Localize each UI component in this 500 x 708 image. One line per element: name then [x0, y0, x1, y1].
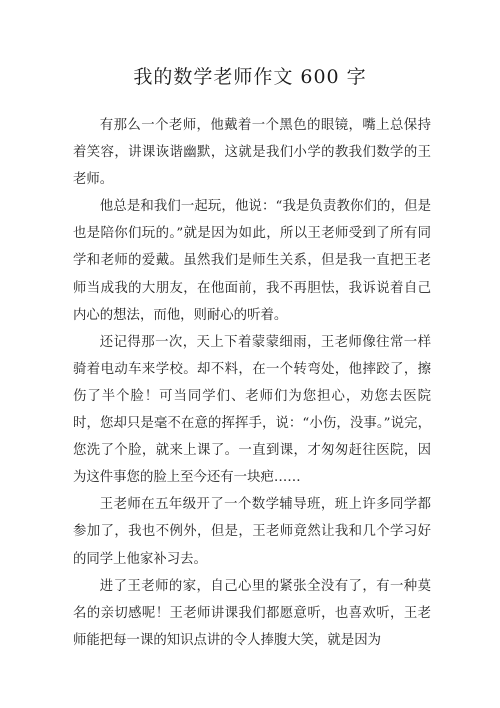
- paragraph: 他总是和我们一起玩，他说：“我是负责教你们的，但是也是陪你们玩的。”就是因为如此，所以王老师受到了所有同学和老师的爱戴。虽然我们是师生关系，但是我一直把王老师当成我的大朋友，在他面前，我不再胆怯，我诉说着自己内心的想法，而他，则耐心的听着。: [73, 199, 431, 323]
- paragraph: 还记得那一次，天上下着蒙蒙细雨，王老师像往常一样骑着电动车来学校。却不料，在一个转弯处，他摔跤了，擦伤了半个脸！可当同学们、老师们为您担心，劝您去医院时，您却只是毫不在意的挥挥手，说：“小伤，没事。”说完，您洗了个脸，就来上课了。一直到课，才匆匆赶往医院，因为这件事您的脸上至今还有一块疤……: [73, 334, 431, 486]
- paragraph: 进了王老师的家，自己心里的紧张全没有了，有一种莫名的亲切感呢！王老师讲课我们都愿意听，也喜欢听，王老师能把每一课的知识点讲的令人捧腹大笑，就是因为: [73, 578, 431, 648]
- document-title: 我的数学老师作文 600 字: [133, 66, 367, 88]
- paragraph: 王老师在五年级开了一个数学辅导班，班上许多同学都参加了，我也不例外，但是，王老师竟然让我和几个学习好的同学上他家补习去。: [73, 497, 431, 567]
- paragraph: 有那么一个老师，他戴着一个黑色的眼镜，嘴上总保持着笑容，讲课诙谐幽默，这就是我们小学的教我们数学的王老师。: [73, 118, 431, 188]
- document-body: [73, 112, 431, 654]
